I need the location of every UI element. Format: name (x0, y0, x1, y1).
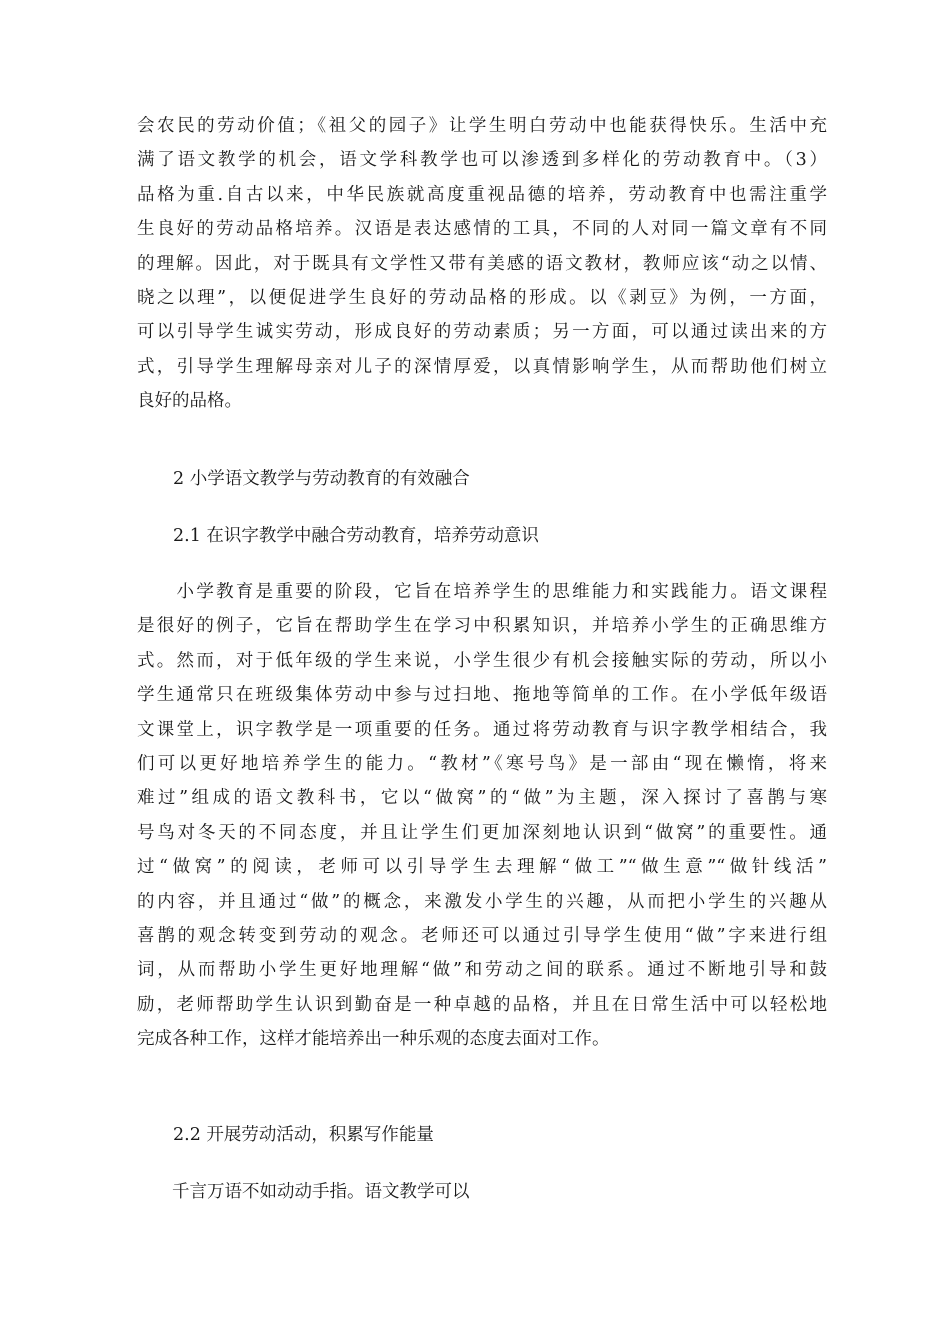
paragraph-labor-activities (137, 1175, 827, 1209)
section-heading-2-1: 2.1 在识字教学中融合劳动教育，培养劳动意识 (173, 526, 539, 546)
text-line: 的内容，并且通过“做”的概念，来激发小学生的兴趣，从而把小学生的兴趣从 (137, 891, 827, 912)
text-line: 完成各种工作，这样才能培养出一种乐观的态度去面对工作。 (137, 1029, 610, 1050)
section-heading-2: 2 小学语文教学与劳动教育的有效融合 (173, 469, 470, 489)
text-line: 的理解。因此，对于既具有文学性又带有美感的语文教材，教师应该“动之以情、 (137, 253, 827, 274)
text-line: 过“做窝”的阅读，老师可以引导学生去理解“做工”“做生意”“做针线活” (137, 857, 827, 878)
text-line: 满了语文教学的机会，语文学科教学也可以渗透到多样化的劳动教育中。（3） (137, 150, 827, 171)
text-line: 文课堂上，识字教学是一项重要的任务。通过将劳动教育与识字教学相结合，我 (137, 719, 827, 740)
text-line: 可以引导学生诚实劳动，形成良好的劳动素质；另一方面，可以通过读出来的方 (137, 322, 827, 343)
text-line: 励，老师帮助学生认识到勤奋是一种卓越的品格，并且在日常生活中可以轻松地 (137, 994, 827, 1015)
text-line: 式。然而，对于低年级的学生来说，小学生很少有机会接触实际的劳动，所以小 (137, 650, 827, 671)
text-line: 千言万语不如动动手指。语文教学可以 (137, 1182, 470, 1202)
text-line: 学生通常只在班级集体劳动中参与过扫地、拖地等简单的工作。在小学低年级语 (137, 685, 827, 706)
text-line: 词，从而帮助小学生更好地理解“做”和劳动之间的联系。通过不断地引导和鼓 (137, 960, 827, 981)
text-line: 会农民的劳动价值；《祖父的园子》让学生明白劳动中也能获得快乐。生活中充 (137, 116, 827, 136)
text-line: 晓之以理”，以便促进学生良好的劳动品格的形成。以《剥豆》为例，一方面， (137, 287, 827, 308)
text-line: 生良好的劳动品格培养。汉语是表达感情的工具，不同的人对同一篇文章有不同 (137, 219, 827, 240)
text-line: 号鸟对冬天的不同态度，并且让学生们更加深刻地认识到“做窝”的重要性。通 (137, 822, 827, 843)
text-line: 是很好的例子，它旨在帮助学生在学习中积累知识，并培养小学生的正确思维方 (137, 616, 827, 637)
text-line: 小学教育是重要的阶段，它旨在培养学生的思维能力和实践能力。语文课程 (137, 582, 827, 602)
text-line: 品格为重.自古以来，中华民族就高度重视品德的培养，劳动教育中也需注重学 (137, 184, 827, 205)
text-line: 难过”组成的语文教科书，它以“做窝”的“做”为主题，深入探讨了喜鹊与寒 (137, 788, 827, 809)
paragraph-character-cultivation (137, 109, 827, 419)
text-line: 们可以更好地培养学生的能力。“教材”《寒号鸟》是一部由“现在懒惰，将来 (137, 753, 827, 774)
text-line: 良好的品格。 (137, 391, 242, 412)
text-line: 式，引导学生理解母亲对儿子的深情厚爱，以真情影响学生，从而帮助他们树立 (137, 356, 827, 377)
section-heading-2-2: 2.2 开展劳动活动，积累写作能量 (173, 1125, 434, 1145)
paragraph-literacy-teaching (137, 575, 827, 1056)
text-line: 喜鹊的观念转变到劳动的观念。老师还可以通过引导学生使用“做”字来进行组 (137, 925, 827, 946)
